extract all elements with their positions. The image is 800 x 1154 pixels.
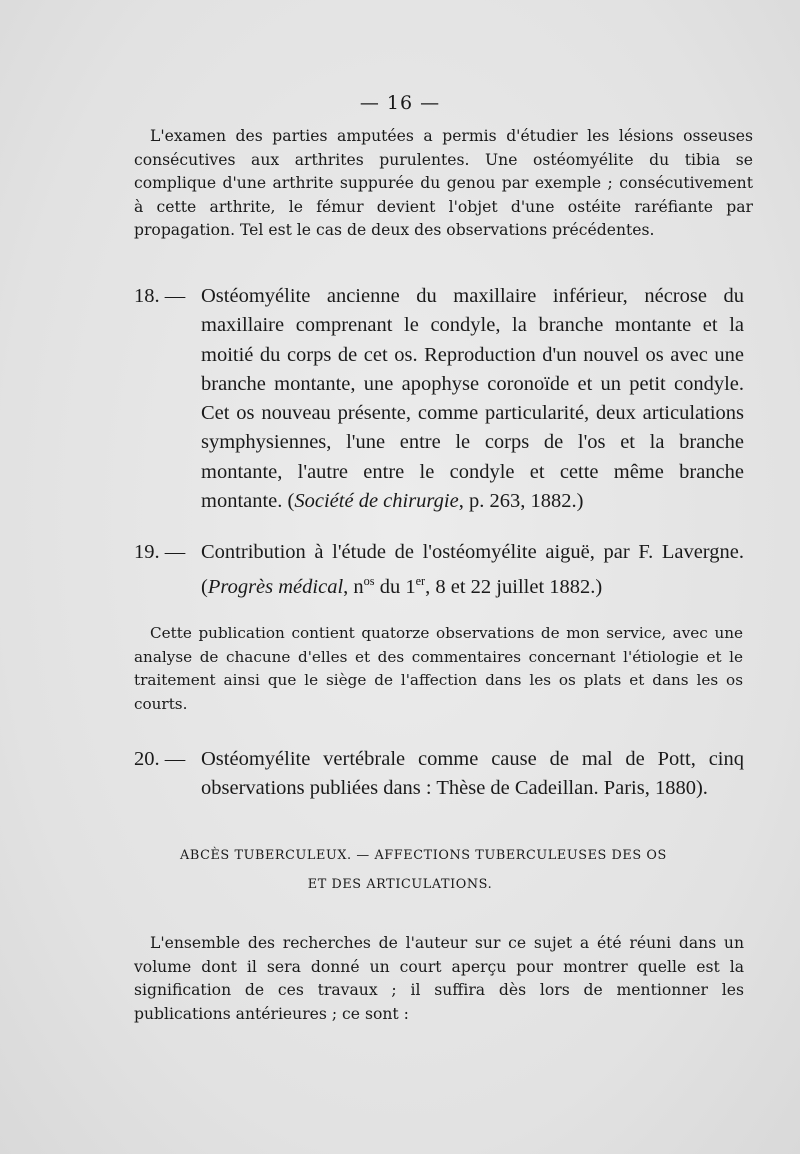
entry-nos-sup: os bbox=[363, 574, 375, 589]
bibliography-entry-20 bbox=[134, 745, 744, 804]
bibliography-entry-19 bbox=[134, 538, 744, 602]
entry-text bbox=[201, 282, 744, 516]
entry-number: 20. — bbox=[134, 748, 186, 770]
entry-middle: du 1 bbox=[374, 576, 416, 599]
entry-nos: , n bbox=[343, 576, 364, 599]
entry-tail: , p. 263, 1882.) bbox=[458, 490, 584, 513]
entry-first-sup: er bbox=[415, 574, 426, 589]
entry-source: Société de chirurgie bbox=[294, 490, 459, 513]
section-heading-line-1: ABCÈS TUBERCULEUX. — AFFECTIONS TUBERCULEUSES DES OS bbox=[180, 848, 667, 863]
bibliography-entry-18 bbox=[134, 282, 744, 516]
entry-text bbox=[201, 538, 744, 602]
entry-tail: , 8 et 22 juillet 1882.) bbox=[425, 576, 603, 599]
section-heading-line-2: ET DES ARTICULATIONS. bbox=[307, 877, 493, 892]
entry-source: Progrès médical bbox=[207, 576, 344, 599]
entry-number: 18. — bbox=[134, 285, 186, 307]
entry-number: 19. — bbox=[134, 541, 186, 563]
closing-paragraph: L'ensemble des recherches de l'auteur sur ce sujet a été réuni dans un volume dont il sera donné un court aperçu pour montrer quelle est la signification de ces travaux ; il suffira dès lors de mentionner les publications antérieures ; ce sont : bbox=[134, 934, 744, 1023]
entry-body-text: Ostéomyélite ancienne du maxillaire inférieur, nécrose du maxillaire comprenant le condyle, la branche montante et la moitié du corps de cet os. Reproduction d'un nouvel os avec une branche montante, une apophyse coronoïde et un petit condyle. Cet os nouveau présente, comme particularité, deux articulations symphysiennes, l'une entre le corps de l'os et la branche montante, l'autre entre le condyle et cette même branche montante. ( bbox=[201, 285, 744, 513]
page-number: — 16 — bbox=[359, 92, 441, 114]
entry-19-note: Cette publication contient quatorze observations de mon service, avec une analyse de chacune d'elles et des commentaires concernant l'étiologie et le traitement ainsi que le siège de l'affection dans les os plats et dans les os courts. bbox=[134, 624, 743, 713]
entry-body-text: Contribution à l'étude de l'ostéomyélite aiguë, par F. Lavergne. ( bbox=[201, 541, 744, 599]
entry-text: Ostéomyélite vertébrale comme cause de mal de Pott, cinq observations publiées dans : Thèse de Cadeillan. Paris, 1880). bbox=[201, 748, 744, 800]
intro-paragraph: L'examen des parties amputées a permis d'étudier les lésions osseuses consécutives aux arthrites purulentes. Une ostéomyélite du tibia se complique d'une arthrite suppurée du genou par exemple ; consécutivement à cette arthrite, le fémur devient l'objet d'une ostéite raréfiante par propagation. Tel est le cas de deux des observations précédentes. bbox=[134, 127, 753, 239]
